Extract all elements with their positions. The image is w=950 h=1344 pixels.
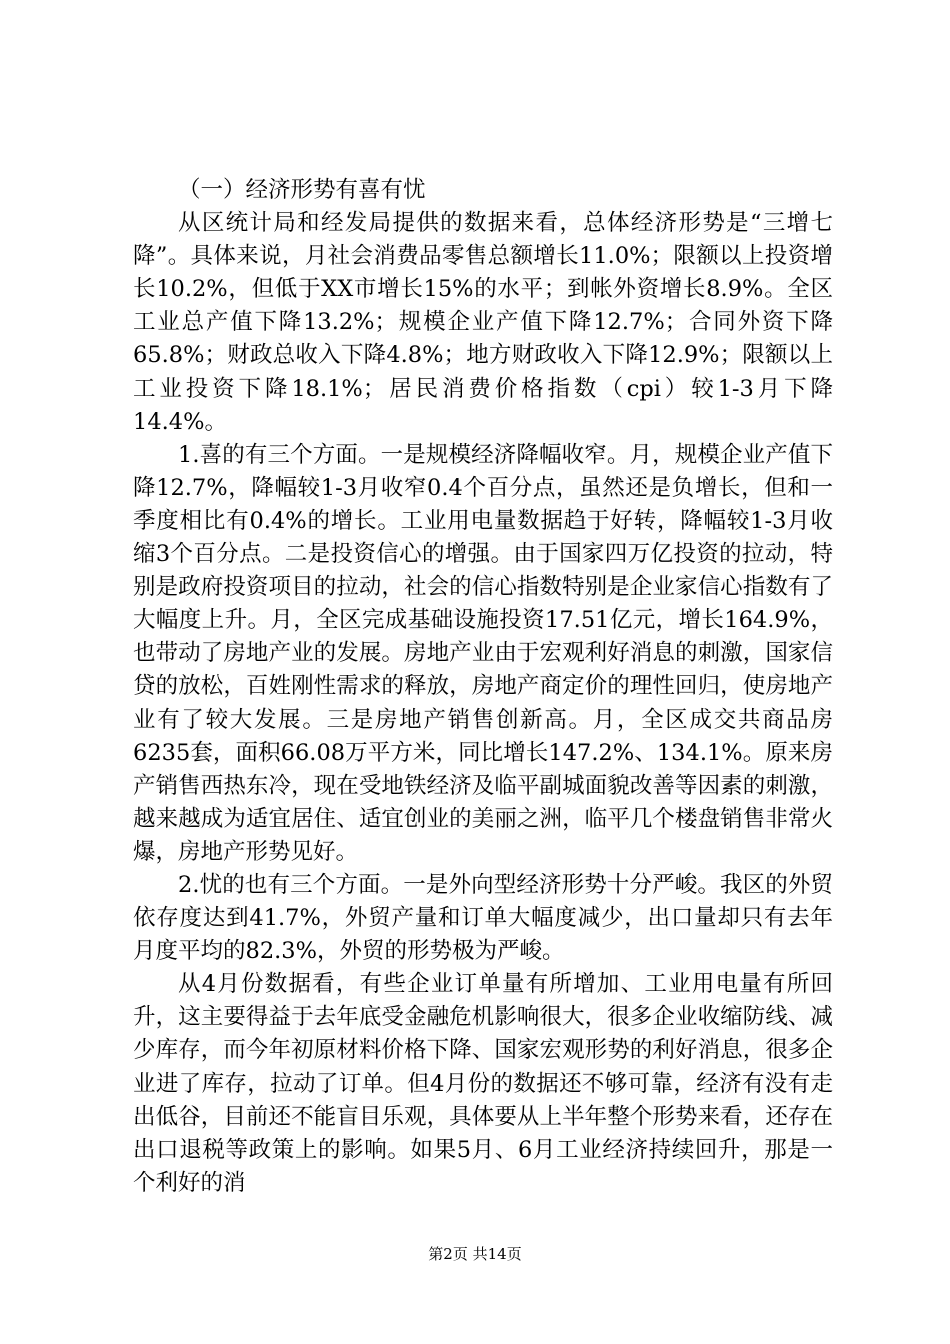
paragraph-concerns: 2.忧的也有三个方面。一是外向型经济形势十分严峻。我区的外贸依存度达到41.7%，外贸产量和订单大幅度减少，出口量却只有去年月度平均的82.3%，外贸的形势极为严峻。 [133,871,833,965]
paragraph-april-data: 从4月份数据看，有些企业订单量有所增加、工业用电量有所回升，这主要得益于去年底受金融危机影响很大，很多企业收缩防线、减少库存，而今年初原材料价格下降、国家宏观形势的利好消息，很多企业进了库存，拉动了订单。但4月份的数据还不够可靠，经济有没有走出低谷，目前还不能盲目乐观，具体要从上半年整个形势来看，还存在出口退税等政策上的影响。如果5月、6月工业经济持续回升，那是一个利好的消 [133,971,833,1196]
page-footer: 第2页 共14页 [428,1245,522,1263]
paragraph-overview: 从区统计局和经发局提供的数据来看，总体经济形势是“三增七降”。具体来说，月社会消费品零售总额增长11.0%；限额以上投资增长10.2%，但低于XX市增长15%的水平；到帐外资增长8.9%。全区工业总产值下降13.2%；规模企业产值下降12.7%；合同外资下降65.8%；财政总收入下降4.8%；地方财政收入下降12.9%；限额以上工业投资下降18.1%；居民消费价格指数（cpi）较1-3月下降14.4%。 [133,210,833,435]
paragraph-positives: 1.喜的有三个方面。一是规模经济降幅收窄。月，规模企业产值下降12.7%，降幅较1-3月收窄0.4个百分点，虽然还是负增长，但和一季度相比有0.4%的增长。工业用电量数据趋于好转，降幅较1-3月收缩3个百分点。二是投资信心的增强。由于国家四万亿投资的拉动，特别是政府投资项目的拉动，社会的信心指数特别是企业家信心指数有了大幅度上升。月，全区完成基础设施投资17.51亿元，增长164.9%，也带动了房地产业的发展。房地产业由于宏观利好消息的刺激，国家信贷的放松，百姓刚性需求的释放，房地产商定价的理性回归，使房地产业有了较大发展。三是房地产销售创新高。月，全区成交共商品房6235套，面积66.08万平方米，同比增长147.2%、134.1%。原来房产销售西热东冷，现在受地铁经济及临平副城面貌改善等因素的刺激，越来越成为适宜居住、适宜创业的美丽之洲，临平几个楼盘销售非常火爆，房地产形势见好。 [133,441,833,865]
section-heading: （一）经济形势有喜有忧 [178,177,426,203]
document-body [133,174,833,1200]
